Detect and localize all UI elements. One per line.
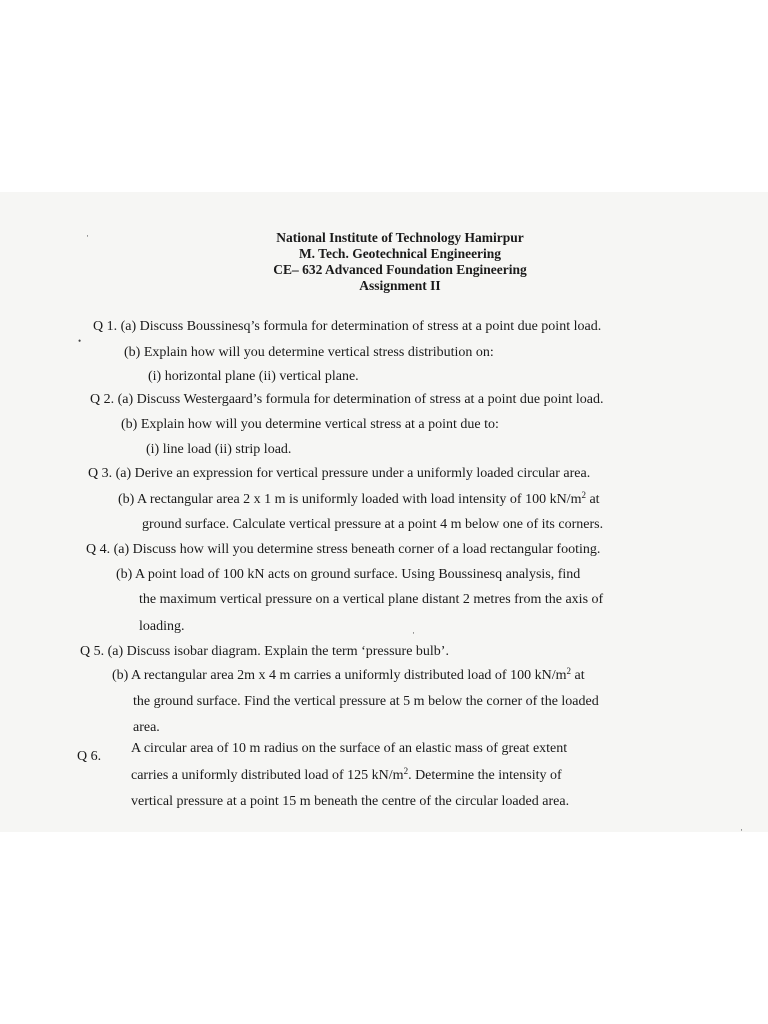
scan-speck: • bbox=[78, 336, 82, 346]
q3-part-a: Q 3. (a) Derive an expression for vertical pressure under a uniformly loaded circular area. bbox=[88, 466, 591, 481]
program-name: M. Tech. Geotechnical Engineering bbox=[298, 246, 502, 261]
institute-name: National Institute of Technology Hamirpur bbox=[276, 230, 524, 245]
q5-part-b: (b) A rectangular area 2m x 4 m carries a uniformly distributed load of 100 $kN/m^2$ at bbox=[112, 666, 585, 683]
q6-line-3: vertical pressure at a point 15 m beneath the centre of the circular loaded area. bbox=[131, 794, 570, 809]
course-title: CE– 632 Advanced Foundation Engineering bbox=[273, 262, 527, 277]
document-header bbox=[0, 230, 768, 294]
q2-part-a: Q 2. (a) Discuss Westergaard’s formula for determination of stress at a point due point load. bbox=[90, 392, 604, 407]
q4-part-b-continued-1: the maximum vertical pressure on a vertical plane distant 2 metres from the axis of bbox=[139, 592, 604, 607]
q1-part-b-continued: (i) horizontal plane (ii) vertical plane. bbox=[148, 369, 359, 384]
q2-part-b-continued: (i) line load (ii) strip load. bbox=[146, 442, 292, 457]
q5-part-b-continued-1: the ground surface. Find the vertical pressure at 5 m below the corner of the loaded bbox=[133, 694, 599, 709]
q5-part-a: Q 5. (a) Discuss isobar diagram. Explain the term ‘pressure bulb’. bbox=[80, 644, 449, 659]
scan-speck: · bbox=[86, 231, 89, 241]
scan-speck: · bbox=[740, 825, 743, 835]
q1-part-a: Q 1. (a) Discuss Boussinesq’s formula for determination of stress at a point due point load. bbox=[93, 319, 602, 334]
q6-line-1: A circular area of 10 m radius on the surface of an elastic mass of great extent bbox=[131, 741, 568, 756]
scan-speck: · bbox=[412, 628, 415, 638]
q4-part-a: Q 4. (a) Discuss how will you determine stress beneath corner of a load rectangular footing. bbox=[86, 542, 601, 557]
q3-part-b-continued: ground surface. Calculate vertical pressure at a point 4 m below one of its corners. bbox=[142, 517, 604, 532]
q1-part-b: (b) Explain how will you determine vertical stress distribution on: bbox=[124, 345, 494, 360]
q4-part-b-continued-2: loading. bbox=[139, 619, 185, 634]
q5-part-b-continued-2: area. bbox=[133, 720, 160, 735]
q2-part-b: (b) Explain how will you determine vertical stress at a point due to: bbox=[121, 417, 499, 432]
assignment-title: Assignment II bbox=[359, 278, 441, 293]
q3-part-b: (b) A rectangular area 2 x 1 m is uniformly loaded with load intensity of 100 $kN/m^2$ at bbox=[118, 490, 600, 507]
q6-label: Q 6. bbox=[77, 749, 102, 764]
q6-line-2: carries a uniformly distributed load of 125 $kN/m^2$. Determine the intensity of bbox=[131, 766, 562, 783]
q4-part-b: (b) A point load of 100 kN acts on ground surface. Using Boussinesq analysis, find bbox=[116, 567, 581, 582]
